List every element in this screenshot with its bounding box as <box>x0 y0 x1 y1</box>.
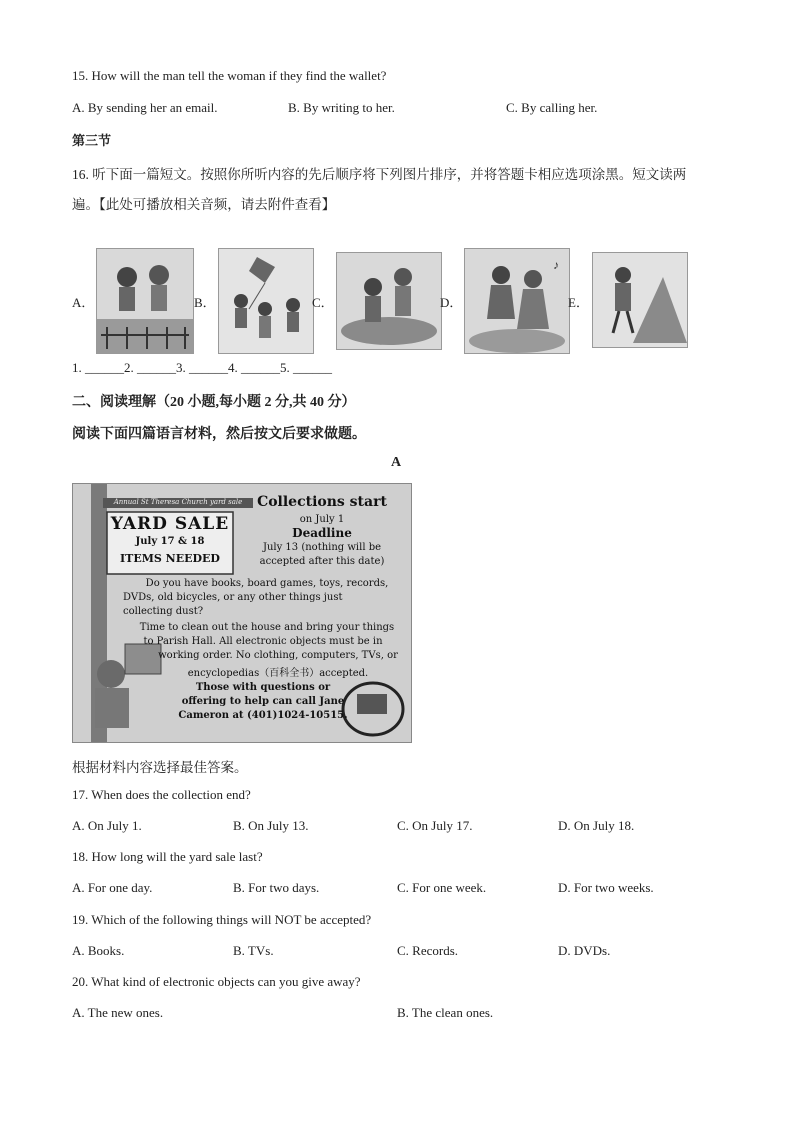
select-instruction: 根据材料内容选择最佳答案。 <box>72 760 248 775</box>
picture-label-d: D． <box>440 295 463 310</box>
q15-option-c: C. By calling her. <box>506 100 598 115</box>
picture-c-family-planting <box>336 252 442 350</box>
q18-option-c: C. For one week. <box>397 880 487 895</box>
q19-option-b: B. TVs. <box>233 943 274 958</box>
question-20: 20. What kind of electronic objects can you give away? <box>72 974 361 989</box>
passage-label: A <box>391 455 402 470</box>
q19-option-c: C. Records. <box>397 943 459 958</box>
q16-instruction-line1: 16. 听下面一篇短文。按照你所听内容的先后顺序将下列图片排序，并将答题卡相应选项涂黑。短文读两 <box>72 167 687 182</box>
q17-option-a: A. On July 1. <box>72 818 142 833</box>
q18-option-b: B. For two days. <box>233 880 320 895</box>
q17-option-b: B. On July 13. <box>233 818 309 833</box>
picture-label-a: A． <box>72 295 95 310</box>
yard-sale-poster <box>72 483 412 743</box>
poster-deadline-text1: July 13 (nothing will be <box>262 542 382 553</box>
picture-d-music-dance <box>464 248 570 354</box>
poster-contact-2: offering to help can call Jane <box>181 696 345 707</box>
question-17: 17. When does the collection end? <box>72 787 251 802</box>
picture-row <box>72 248 692 354</box>
q17-option-c: C. On July 17. <box>397 818 473 833</box>
poster-contact-1: Those with questions or <box>195 682 331 693</box>
q20-option-a: A. The new ones. <box>72 1005 164 1020</box>
q16-answer-blanks: 1. ______2. ______3. ______4. ______5. ______ <box>72 360 332 375</box>
poster-deadline-title: Deadline <box>292 526 352 540</box>
poster-header: Annual St Theresa Church yard sale <box>113 498 243 506</box>
poster-contact-3: Cameron at (401)1024-10515. <box>178 710 348 721</box>
poster-body-4: Time to clean out the house and bring your things <box>139 622 395 633</box>
question-18: 18. How long will the yard sale last? <box>72 849 263 864</box>
poster-body-1: Do you have books, board games, toys, records, <box>145 578 389 589</box>
picture-label-e: E． <box>568 295 589 310</box>
picture-b-children-kite <box>218 248 314 354</box>
part-2-title: 二、阅读理解（20 小题,每小题 2 分,共 40 分） <box>72 395 356 410</box>
q20-option-b: B. The clean ones. <box>397 1005 494 1020</box>
q19-option-d: D. DVDs. <box>558 943 611 958</box>
poster-sign-dates: July 17 & 18 <box>135 536 205 547</box>
poster-body-2: DVDs, old bicycles, or any other things just <box>123 592 343 603</box>
section-3-title: 第三节 <box>72 133 112 148</box>
picture-a-children-garden <box>96 248 194 354</box>
q16-instruction-line2: 遍。【此处可播放相关音频，请去附件查看】 <box>72 197 336 212</box>
poster-sign-title: YARD SALE <box>110 514 230 534</box>
poster-body-3: collecting dust? <box>123 606 204 617</box>
poster-deadline-text2: accepted after this date) <box>259 556 385 567</box>
part-2-instruction: 阅读下面四篇语言材料，然后按文后要求做题。 <box>72 427 366 442</box>
svg-text:♪: ♪ <box>553 258 559 272</box>
poster-body-7: encyclopedias（百科全书）accepted. <box>187 668 369 679</box>
q15-option-a: A. By sending her an email. <box>72 100 218 115</box>
q15-option-b: B. By writing to her. <box>288 100 395 115</box>
picture-label-b: B． <box>194 295 216 310</box>
poster-collections-title: Collections start <box>257 494 387 510</box>
q17-option-d: D. On July 18. <box>558 818 635 833</box>
picture-e-hiker-mountain <box>592 252 688 348</box>
q19-option-a: A. Books. <box>72 943 125 958</box>
picture-label-c: C． <box>312 295 334 310</box>
poster-body-5: to Parish Hall. All electronic objects must be in <box>143 636 383 647</box>
poster-collections-date: on July 1 <box>299 514 345 525</box>
poster-body-6: working order. No clothing, computers, TVs, or <box>158 650 398 661</box>
question-15: 15. How will the man tell the woman if they find the wallet? <box>72 68 387 83</box>
question-19: 19. Which of the following things will NOT be accepted? <box>72 912 372 927</box>
poster-sign-items: ITEMS NEEDED <box>120 552 220 565</box>
q18-option-d: D. For two weeks. <box>558 880 654 895</box>
q18-option-a: A. For one day. <box>72 880 153 895</box>
